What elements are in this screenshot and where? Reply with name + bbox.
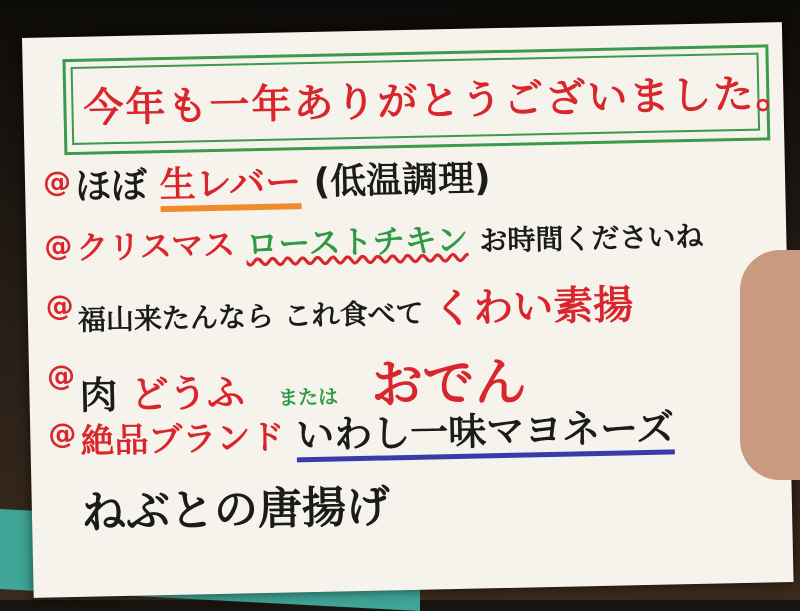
bullet-icon: @ [42,165,72,199]
bullet-icon: @ [46,358,76,393]
item-highlight: 生レバー [159,162,301,212]
item-green: ローストチキン [245,220,469,264]
item-red2: おでん [370,352,528,416]
item-text: 福山来たんなら これ食べて [77,296,424,337]
item-red: どうふ [130,370,246,417]
item-text: ほぼ [74,165,148,208]
menu-item-liver [75,150,491,210]
bullet-icon: @ [47,416,77,451]
item-red: 絶品ブランド [80,417,285,462]
item-tail: (低温調理) [313,158,491,203]
item-tail: お時間くださいね [479,219,704,258]
bullet-icon: @ [44,228,73,263]
hand [740,250,800,480]
sign-title: 今年も一年ありがとうございました。 [83,70,798,132]
menu-item-kuwai [77,273,634,342]
menu-item-nebuto: ねぶとの唐揚げ [81,481,391,539]
item-blue: いわし一味マヨネーズ [296,405,675,462]
menu-item-chicken [76,210,704,269]
item-mid: または [277,384,339,410]
item-red: くわい素揚 [432,282,634,333]
menu-item-iwashi [80,396,675,463]
item-black: 肉 [79,373,118,418]
menu-sign [22,22,798,598]
item-red: クリスマス [76,225,236,267]
bullet-icon: @ [45,288,74,323]
